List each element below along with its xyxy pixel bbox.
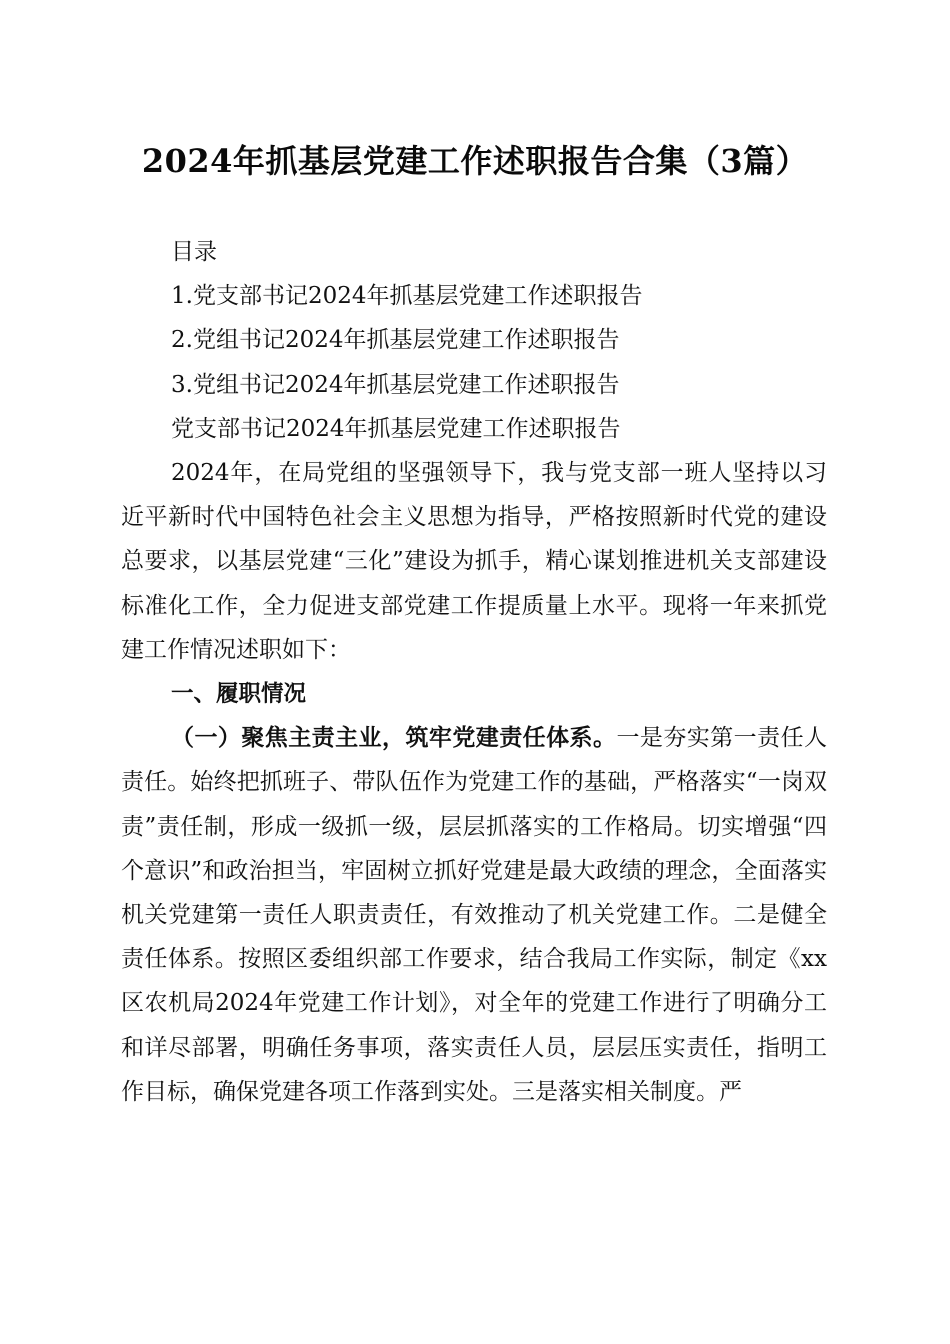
subsection-heading: （一）聚焦主责主业，筑牢党建责任体系。 [171,725,617,752]
intro-paragraph: 2024年，在局党组的坚强领导下，我与党支部一班人坚持以习近平新时代中国特色社会主义思想为指导，严格按照新时代党的建设总要求，以基层党建“三化”建设为抓手，精心谋划推进机关支部建设标准化工作，全力促进支部党建工作提质量上水平。现将一年来抓党建工作情况述职如下： [121,459,827,663]
toc-item-2: 2.党组书记2024年抓基层党建工作述职报告 [171,327,620,354]
document-title: 2024年抓基层党建工作述职报告合集（3篇） [141,142,809,180]
article-title: 党支部书记2024年抓基层党建工作述职报告 [171,415,621,442]
toc-item-1: 1.党支部书记2024年抓基层党建工作述职报告 [171,283,643,310]
toc-heading: 目录 [171,239,217,265]
subsection-paragraph [121,716,827,1114]
section-heading: 一、履职情况 [171,680,307,707]
toc-item-3: 3.党组书记2024年抓基层党建工作述职报告 [171,371,620,398]
subsection-body: 一是夯实第一责任人责任。始终把抓班子、带队伍作为党建工作的基础，严格落实“一岗双责”责任制，形成一级抓一级，层层抓落实的工作格局。切实增强“四个意识”和政治担当，牢固树立抓好党建是最大政绩的理念，全面落实机关党建第一责任人职责责任，有效推动了机关党建工作。二是健全责任体系。按照区委组织部工作要求，结合我局工作实际，制定《xx区农机局2024年党建工作计划》，对全年的党建工作进行了明确分工和详尽部署，明确任务事项，落实责任人员，层层压实责任，指明工作目标，确保党建各项工作落到实处。三是落实相关制度。严 [121,725,828,1105]
document-body [121,230,827,1114]
